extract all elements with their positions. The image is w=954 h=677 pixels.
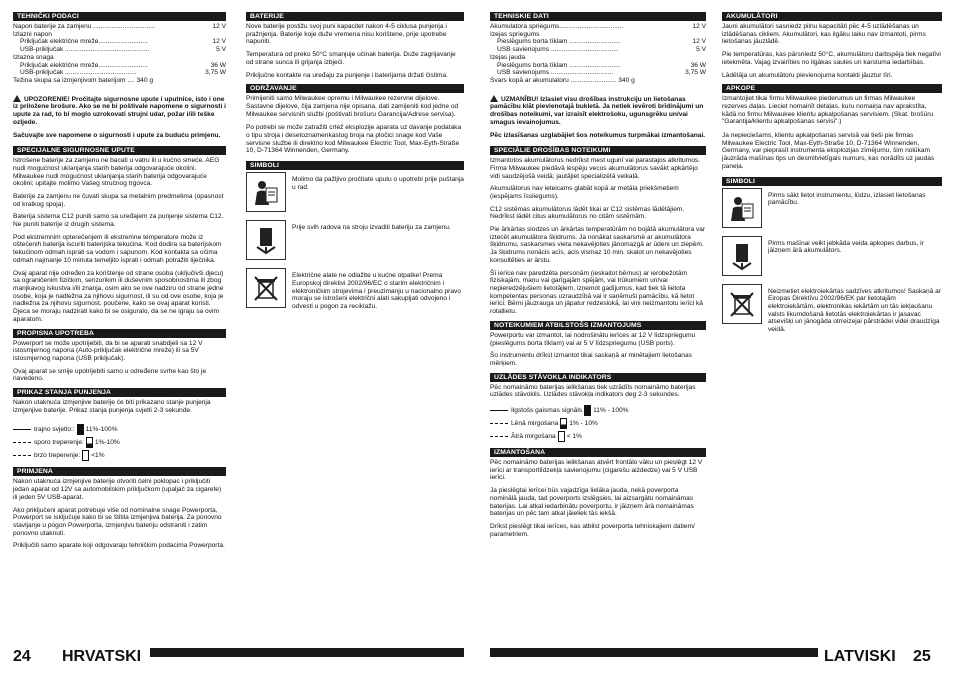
left-col-2 [246,12,464,319]
symbol-description: Neizmetiet elektroiekārtas sadzīves atkritumos! Saskaņā ar Eiropas Direktīvu 2002/96/EK par lietotajām elektroiekārtām, elektronikas iekārtām un tās iekļaušanu valsts likumdošanā lietotās elektroiekārtas ir jasavac atsevišķi un jānogāda otrreizejai pārstrādei videi draudzīga veidā. [768,287,941,334]
symbols-heading: SIMBOLI [246,161,464,170]
apply-paragraph: Priključiti samo aparate koji odgovaraju tehničkim podacima Powerporta. [13,542,225,550]
akum-paragraph: Pie temperatūras, kas pārsniedz 50°C, akumulātoru darbspēja tiek negatīvi ietekmēta. Vajag izvairīties no ilgākas saules un karstuma iedarbības. [722,51,941,66]
status-row: brzo treperenje: <1% [13,450,226,461]
spec-row: USB-priključak .............................................. 5 V [20,46,226,54]
spec-row: Izejas jauda [490,53,526,61]
battery-level-icon [558,431,565,442]
apkope-text [722,95,942,170]
page-number-right: 25 [913,648,931,665]
spec-row: Težina skupa sa izmjenjivom baterijom .... 340 g [13,76,153,84]
page-number-left: 24 [13,648,31,665]
symbols-list [246,172,464,311]
spec-row: USB savienojums ..................................... 5 V [497,46,706,54]
maint-paragraph: Primijeniti samo Milwaukee opremu i Milwaukee rezervne dijelove. Sastavne dijelove, čija zamjena nije opisana, dati zamijeniti kod jedne od Milwaukee servisnih službi (poštivati brošuru Garancija/Adrese servisa). [246,95,459,118]
apply-heading: PRIMJENA [13,467,226,476]
spec-row: Izlazna snaga [13,53,54,61]
spec-row: Napon baterije za zamjenu .................................. 12 V [13,23,226,30]
apk-paragraph: Izmantojiet tikai firmu Milwaukee piederumus un firmas Milwaukee rezerves daļas. Lieciet nomainīt detaļas, kuru nomaiņa nav aprakstīta, kādā no firmu Milwaukee klientu apkalpošanas servisiem. (Skat. brošūru "Garantija/klientu apkalpošanas servisi".) [722,95,934,126]
safety-paragraph: Baterije za zamjenu ne čuvati skupa sa metalnim predmetima (opasnost od kratkog spoja). [13,192,224,208]
language-right: LATVISKI [824,648,896,665]
safety-paragraph: Pod ekstremnim opterećenjem ili ekstremne temperature može iz oštećenih baterija iscuriti baterijska tekućina. Kod dodira sa baterijskom tekućinom odmah isprati sa vodom i sapunom. Kod kontakta sa očima odmah najmanje 10 minuta temeljito isprati i odmah potražiti liječnika. [13,233,222,264]
safety-text-lv [490,157,706,316]
use-paragraph: Ovaj aparat se smije upotrijebiti samo u određene svrhe kao što je navedeno. [13,367,207,383]
language-left: HRVATSKI [62,648,142,665]
indicator-bar-icon [490,423,508,425]
maint-heading: ODRŽAVANJE [246,84,464,93]
symbol-description: Molimo da pažljivo pročitate uputu o upotrebi prije puštanja u rad. [292,176,464,191]
apply-paragraph: Drīkst pieslēgt tikai ierīces, kas atbilst poverporta tehniskajiem datiem/ parametriem. [490,522,695,538]
indicator-bar-icon [13,429,31,431]
battery-level-icon [560,418,567,429]
maint-text [246,95,464,155]
status-list-lv [490,405,706,442]
safety-paragraph: Istrošene baterije za zamjenu ne bacati u vatru ili u kućno smeće. AEG nudi mogućnost uklanjanja starih baterija odgovarajuće okolini. Milwaukee nudi mogućnost uklanjanja starih baterija odgovarajuće okolini; upitajte molimo Vašeg stručnog trgovca. [13,157,220,188]
use-heading: PROPISNA UPOTREBA [13,329,226,338]
status-heading: PRIKAZ STANJA PUNJENJA [13,388,226,397]
status-row: trajno svjetlo:: 11%-100% [13,424,226,435]
spec-row: Pieslēgums borta tīklam ............................ 12 V [497,38,706,46]
apk-paragraph: Ja nepieciešams, klientu apkalpošanas servisā vai tieši pie firmas Milwaukee Electric Tool, Max-Eyth-Straße 10, D-71364 Winnenden, Germany, var pieprasīt instrumenta eksplozijas zīmējumu, šim nolūkam jāuzrāda mašīnas tips un desmitvietīgais numurs, kas norādīts uz jaudas paneļa. [722,132,935,170]
warning-text-lv: UZMANĪBU! Izlasiet visu drošības instrukciju un lietošanas pamācību klāt pievienotajā bukletā. Ja netiek ievēroti brīdinājumi un drošības noteikumi, var izraisīt elektrošoku, ugunsgrēku un/vai smagus ievainojumus. [490,95,704,126]
symbol-description: Pirms mašīnai veikt jebkāda veida apkopes darbus, ir jāizņem ārā akumulātors. [768,239,924,255]
weee-bin-icon [246,268,286,308]
tech-data-heading-lv: TEHNISKIE DATI [490,12,706,21]
battery-paragraph: Nove baterije postižu svoj puni kapacitet nakon 4-5 ciklusa punjenja i pražnjenja. Baterije koje duže vremena nisu korištene, prije upotrebe napuniti. [246,23,447,46]
use-paragraph: Powerportu var izmantot, lai nodrošinātu ierīces ar 12 V līdzspriegumu (pieslēgums borta tīklam) vai ar 5 V līdzspriegumu (USB ports). [490,331,696,347]
status-heading-lv: UZLĀDES STĀVOKĻA INDIKATORS [490,373,706,382]
safety-heading: SPECIJALNE SIGURNOSNE UPUTE [13,146,226,155]
warning-keep: Sačuvajte sve napomene o sigurnosti i upute za buduću primjenu. [13,132,221,140]
safety-text [13,157,226,323]
remove-battery-icon [246,220,286,260]
use-paragraph: Powerport se može upotrijebiti, da bi se aparati snabdjeli sa 12 V istosmjernog napona (Auto-priključak električne mreže) ili sa 5V istosmjernog napona (USB priključak). [13,339,203,362]
akum-text [722,23,942,79]
status-row: Ātrā mirgošana < 1% [490,431,706,442]
safety-paragraph: Ovaj aparat nije određen za korištenje od strane osoba (uključivši djecu) sa ograničenim fizičkim, senzorikim ili duševnim sposobnostima ili zbog manjkavog iskustva i/ili znanja, osim ako se ove nadziru od strane jedne osobe, koja je nadležna za njihovu sigurnost, ili su od ove osobe, koja je nadležna za njihovu sigurnost, poučene, kako se ovaj aparat koristi. Djeca se moraju nadzirati kako bi se osiguralo, da se ne igraju sa ovim aparatom. [13,269,224,323]
safety-paragraph: Šī ierīce nav paredzēta personām (ieskaitot bērnus) ar ierobežotām fiziskajām, maņu vai garīgajām spējām, vai trūkumiem un/vai nepieredzējušiem lietotājiem, izņemot gadījumus, kad tiek tā lietota kompetentas personas uzraudzībā vai ir saņēmuši pamācību, kā lietot ierīci. Bērni jāuzrauga un jāpatur redzeslokā, lai viņi neizmantotu ierīci kā rotaļlietu. [490,269,703,316]
symbol-description: Električne alate ne odlažite u kućne otpatke! Prema Europskoj direktivi 2002/96/EC o starim električnim i elektroničkim strojevima i preuzimanju u nacionalno pravo moraju se istrošeni električni alati sakupljati odvojeno i odvesti u pogon za reciklažu. [292,272,461,310]
spec-row: USB savienojums .................................. 3,75 W [497,69,706,77]
indicator-bar-icon [13,442,31,444]
apply-paragraph: Pēc nomaināmo baterijas ielikšanas atvērt frontālo vāku un pieslēgt 12 V ierīci ar transportlīdzekļa savienojumu (cigarešu aizdedze) vai 5 V USB ierīci. [490,459,703,482]
status-row: Lēnā mirgošana 1% - 10% [490,418,706,429]
warning-icon [490,95,498,102]
spec-row: Izejas spriegums [490,30,540,38]
battery-level-icon [77,424,84,435]
spec-row: Priključak električne mreže........................... 36 W [20,61,226,69]
symbols-heading-lv: SIMBOLI [722,177,942,186]
right-col-2 [722,12,942,342]
maint-paragraph: Po potrebi se može zatražiti crtež eksplozije aparata uz davanje podataka o tipu stroja i desetoznamenkastog broja na pločici snage kod Vaše servisne službe ili direktno kod Milwaukee Electric Tool, Max-Eyth-Straße 10, D-71364 Winnenden, Germany. [246,124,462,155]
symbol-row [722,188,942,228]
symbol-row [246,220,464,260]
safety-paragraph: Izmantotos akumulātorus nedrīkst mest ugunī vai parastajos atkritumos. Firma Milwaukee piedāvā iespēju vecos akumulātorus savākt apkārtējo vidi saudzējošā veidā; jautājiet specializētā veikalā. [490,157,700,180]
read-manual-icon [246,172,286,212]
apply-paragraph: Ja pieslēgtai ierīcei būs vajadzīga lielāka jauda, nekā poverporta nominālā jauda, tad poverports izslēgsies, lai aizsargātu nomaināmas baterijas. Lai atkal iedarbinātu poverportu, ir jāizņem ārā nomaināmas baterijas un pēc tam atkal jāieliek tās iekšā. [490,487,694,518]
indicator-bar-icon [490,436,508,438]
battery-paragraph: Temperatura od preko 50°C smanjuje učinak baterija. Duže zagrijavanje od strane sunca ili grijanja izbjeći. [246,51,456,66]
tech-data-heading: TEHNIČKI PODACI [13,12,226,21]
status-row: Ilgstošs gaismas signāls 11% - 100% [490,405,706,416]
right-col-1 [490,12,706,543]
warning-keep-lv: Pēc izlasīšanas uzglabājiet šos noteikumus turpmākai izmantošanai. [490,132,706,140]
battery-level-icon [584,405,591,416]
use-heading-lv: NOTEIKUMIEM ATBILSTOŠS IZMANTOJUMS [490,321,706,330]
use-paragraph: Šo instrumentu drīkst izmantot tikai saskaņā ar minētajiem lietošanas mērķiem. [490,352,692,367]
symbols-list-lv [722,188,942,334]
spec-row: Priključak električne mreže........................... 12 V [20,38,226,46]
tech-spec-list [13,23,226,85]
akum-heading: AKUMULĀTORI [722,12,942,21]
footer-bar-right [490,648,818,657]
apply-text [13,478,226,550]
spec-row: Izlazni napon [13,30,52,38]
safety-paragraph: Baterija sistema C12 puniti samo sa uređajem za punjenje sistema C12. Ne puniti baterije iz drugih sistema. [13,213,224,229]
spec-row: USB-priključak ....................................... 3,75 W [20,69,226,77]
apply-text-lv [490,459,706,538]
indicator-bar-icon [13,455,31,457]
battery-level-icon [82,450,89,461]
symbol-row [722,236,942,276]
battery-text [246,23,464,79]
battery-level-icon [86,437,93,448]
read-manual-icon [722,188,762,228]
battery-heading: BATERIJE [246,12,464,21]
indicator-bar-icon [490,410,508,412]
use-text-lv [490,332,706,368]
symbol-row [722,284,942,334]
tech-spec-list-lv [490,23,706,85]
status-text-lv: Pēc nomaināmo baterijas ielikšanas tiek uzrādīts nomaināmo baterijas uzlādes stāvoklis. Uzlādes stāvokļa indikators deg 2-3 sekundes. [490,383,696,399]
safety-heading-lv: SPECIĀLIE DROŠĪBAS NOTEIKUMI [490,146,706,155]
battery-paragraph: Priključne kontakte na uređaju za punjenje i baterijama držati čistima. [246,71,448,79]
weee-bin-icon [722,284,762,324]
status-row: sporo treperenje: 1%-10% [13,437,226,448]
status-text: Nakon utaknuća izmjenjive baterije će biti prikazano stanje punjenja izmjenjive baterije. Prikaz stanja punjenja svjetli 2-3 sekunde. [13,399,211,414]
remove-battery-icon [722,236,762,276]
symbol-row [246,268,464,311]
safety-paragraph: C12 sistēmas akumulātorus lādēt tikai ar C12 sistēmas lādētājiem. Nedrīkst lādēt citus akumulātorus no citām sistēmām. [490,205,685,221]
akum-paragraph: Lādētāja un akumulātoru pievienojuma kontakti jāuztur tīri. [722,71,893,79]
apply-paragraph: Nakon utaknuća izmjenjive baterije otvoriti čelni poklopac i priključiti jedan aparat od 12V sa automobilskim priključkom (upaljač za cigarete) ili jeden 5V USB-aparat. [13,478,222,501]
safety-paragraph: Akumulātorus nav ieteicams glabāt kopā ar metāla priekšmetiem (iespējams īssliegums). [490,185,679,200]
status-list [13,424,226,461]
apply-paragraph: Ako priključeni aparat potrebuje više od nominalne snage Powerporta, Powerport se isključuje kako bi se štitila izmjenjiva baterija. Za ponovno stavljanje u pogon Powerporta, izmjenjivu bateriju odstraniti i zatim ponovno utaknuti. [13,506,222,537]
footer-bar-left [150,648,464,657]
symbol-description: Pirms sākt lietot instrumentu, lūdzu, izlasiet lietošanas pamācību. [768,191,926,207]
safety-paragraph: Pie ārkārtas slodzes un ārkārtas temperatūrām no bojātā akumulātora var iztecēt akumulātora šķidrums. Ja nonākat saskarsmē ar akumulātora šķidrumu, saskarsmes vieta nekavējoties jānomazgā ar ūdeni un ziepēm. Ja šķidrums nonācis acīs, acis vismaz 10 min. skalot un nekavējoties konsultēties ar ārstu. [490,226,706,264]
warning-text: UPOZORENIE! Pročitajte sigurnosne upute i uputnice, isto i one iz priložene brošure. Ako se ne bi poštivale napomene o sigurnosti i upute za rad, to bi moglo uzrokovati strujni udar, požar i/ili teške ozljede. [13,95,226,126]
left-col-1 [13,12,226,555]
warning-icon [13,95,21,102]
spec-row: Svars kopā ar akumulatoru ......................... 340 g [490,76,635,84]
akum-paragraph: Jauni akumulātori sasniedz pilnu kapacitāti pēc 4-5 uzlādēšanas un izlādēšanas cikliem. Akumulātori, kas ilgāku laiku nav izmantoti, pirms lietošanas jāuzlādē. [722,23,926,46]
apply-heading-lv: IZMANTOŠANA [490,448,706,457]
apkope-heading: APKOPE [722,84,942,93]
spec-row: Akumulatora spriegums................................... 12 V [490,23,706,30]
symbol-description: Prije svih radova na stroju izvaditi bateriju za zamjenu. [292,224,451,232]
symbol-row [246,172,464,212]
use-text [13,340,226,384]
spec-row: Pieslēgums borta tīklam ............................ 36 W [497,61,706,69]
